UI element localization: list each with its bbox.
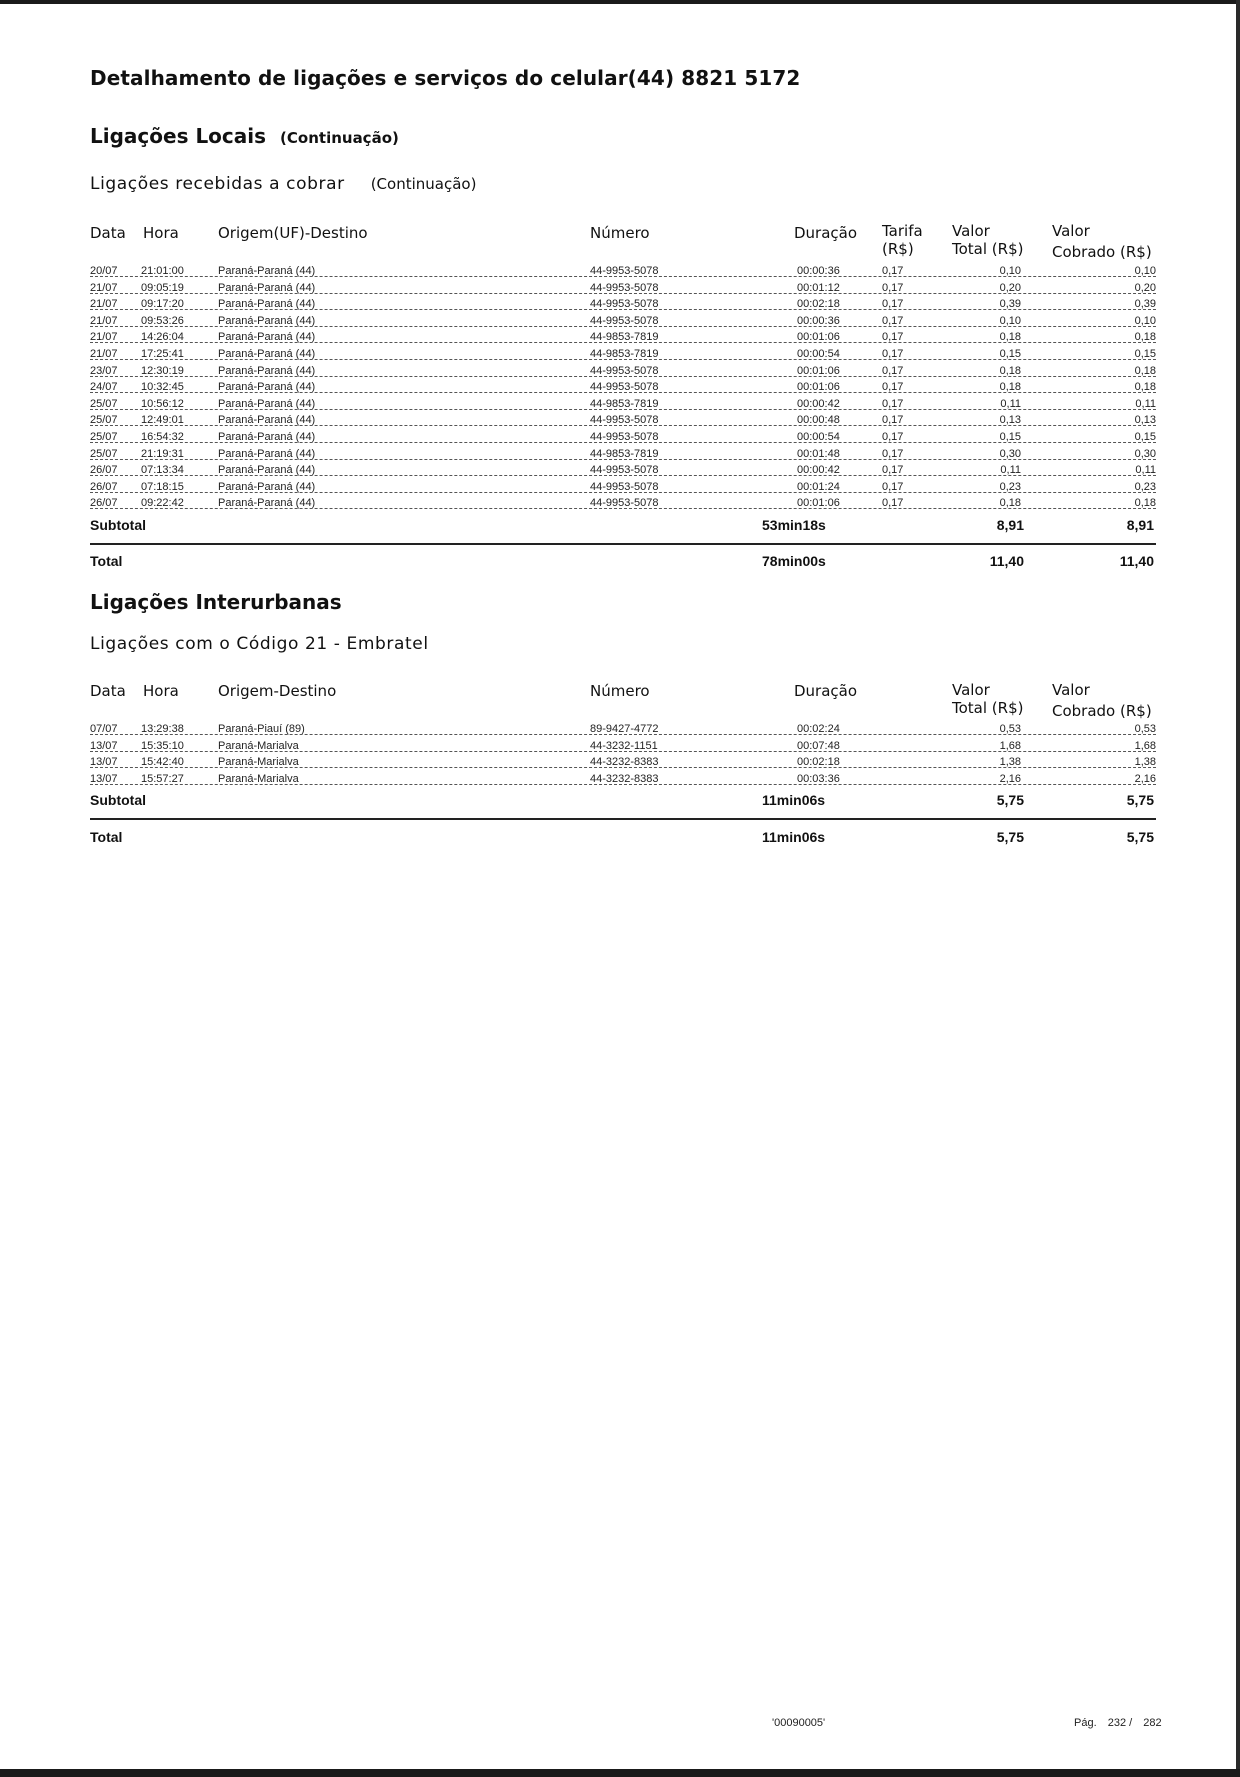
cell-total: 2,16 — [999, 772, 1021, 785]
cell-cobrado: 0,23 — [1134, 480, 1156, 493]
cell-origem: Paraná-Paraná (44) — [218, 364, 316, 377]
cell-cobrado: 0,18 — [1134, 497, 1156, 510]
cell-tarifa: 0,17 — [882, 314, 904, 327]
section-title-locais-text: Ligações Locais — [90, 124, 267, 148]
table-row — [90, 364, 1156, 381]
col-header-valor-cobrado-line2: Cobrado (R$) — [1052, 243, 1152, 261]
cell-total: 1,38 — [999, 756, 1021, 769]
col-header-numero: Número — [590, 682, 650, 700]
cell-origem: Paraná-Marialva — [218, 739, 299, 752]
inter-total-label: Total — [90, 829, 123, 845]
cell-origem: Paraná-Marialva — [218, 756, 299, 769]
cell-cobrado: 0,11 — [1135, 464, 1156, 477]
cell-numero: 44-3232-8383 — [590, 772, 659, 785]
cell-total: 0,13 — [999, 414, 1021, 427]
col-header-tarifa-line2: (R$) — [882, 240, 914, 258]
table-row — [90, 447, 1156, 464]
local-total-label: Total — [90, 553, 123, 569]
cell-total: 1,68 — [999, 739, 1021, 752]
cell-data: 26/07 — [90, 480, 118, 493]
cell-data: 25/07 — [90, 397, 118, 410]
table-row — [90, 772, 1156, 789]
table-row — [90, 413, 1156, 430]
cell-total: 0,23 — [999, 480, 1021, 493]
col-header-valor-total — [952, 681, 1023, 717]
cell-total: 0,11 — [1000, 464, 1021, 477]
cell-cobrado: 0,18 — [1134, 364, 1156, 377]
cell-cobrado: 0,18 — [1134, 381, 1156, 394]
local-total-total: 11,40 — [989, 553, 1024, 569]
document-code: '00090005' — [772, 1717, 826, 1729]
cell-hora: 13:29:38 — [141, 723, 184, 735]
local-calls-table — [90, 264, 1156, 513]
col-header-tarifa-line1: Tarifa — [882, 222, 923, 240]
cell-duracao: 00:03:36 — [797, 772, 840, 785]
cell-hora: 21:01:00 — [141, 265, 184, 277]
cell-origem: Paraná-Paraná (44) — [218, 381, 316, 394]
cell-duracao: 00:01:06 — [797, 331, 840, 344]
cell-duracao: 00:00:36 — [797, 265, 840, 277]
inter-subtotal-cobrado: 5,75 — [1126, 792, 1154, 808]
cell-hora: 10:32:45 — [141, 381, 184, 394]
cell-cobrado: 0,18 — [1134, 331, 1156, 344]
subsection-title-recebidas — [90, 174, 476, 194]
cell-duracao: 00:07:48 — [797, 739, 840, 752]
cell-duracao: 00:01:06 — [797, 497, 840, 510]
inter-subtotal-duracao: 11min06s — [762, 792, 826, 808]
cell-data: 25/07 — [90, 430, 118, 443]
cell-data: 07/07 — [90, 723, 118, 735]
cell-total: 0,11 — [1000, 397, 1021, 410]
table-row — [90, 480, 1156, 497]
col-header-valor-cobrado — [1052, 222, 1152, 261]
table-row — [90, 739, 1156, 756]
cell-hora: 09:17:20 — [141, 298, 184, 311]
local-subtotal-total: 8,91 — [996, 517, 1024, 533]
cell-duracao: 00:01:24 — [797, 480, 840, 493]
page-label: Pág. — [1074, 1717, 1097, 1729]
cell-tarifa: 0,17 — [882, 331, 904, 344]
cell-hora: 16:54:32 — [141, 430, 184, 443]
inter-subtotal-label: Subtotal — [90, 792, 146, 808]
cell-numero: 44-9953-5078 — [590, 381, 659, 394]
cell-hora: 12:49:01 — [141, 414, 184, 427]
page-total: 282 — [1143, 1717, 1162, 1729]
cell-numero: 44-9953-5078 — [590, 497, 659, 510]
local-subtotal-duracao: 53min18s — [762, 517, 826, 533]
document-title: Detalhamento de ligações e serviços do celular(44) 8821 5172 — [90, 66, 801, 90]
cell-data: 26/07 — [90, 497, 118, 510]
cell-duracao: 00:00:48 — [797, 414, 840, 427]
scan-top-edge — [0, 0, 1240, 4]
col-header-valor-total-line1: Valor — [952, 681, 990, 699]
cell-data: 13/07 — [90, 756, 118, 769]
col-header-valor-cobrado-line1: Valor — [1052, 681, 1090, 699]
table-row — [90, 430, 1156, 447]
cell-numero: 44-9953-5078 — [590, 314, 659, 327]
cell-hora: 09:22:42 — [141, 497, 184, 510]
page-number — [1074, 1717, 1162, 1729]
inter-total-divider — [90, 818, 1156, 820]
local-total-duracao: 78min00s — [762, 553, 826, 569]
cell-duracao: 00:01:12 — [797, 281, 840, 294]
col-header-valor-total-line2: Total (R$) — [952, 699, 1024, 717]
cell-total: 0,15 — [999, 347, 1021, 360]
cell-numero: 89-9427-4772 — [590, 723, 659, 735]
cell-data: 21/07 — [90, 347, 118, 360]
cell-data: 26/07 — [90, 464, 118, 477]
col-header-origem: Origem(UF)-Destino — [218, 224, 368, 242]
cell-origem: Paraná-Paraná (44) — [218, 414, 316, 427]
cell-data: 13/07 — [90, 739, 118, 752]
cell-origem: Paraná-Paraná (44) — [218, 480, 316, 493]
table-row — [90, 330, 1156, 347]
col-header-valor-cobrado-line1: Valor — [1052, 222, 1090, 240]
cell-origem: Paraná-Paraná (44) — [218, 298, 316, 311]
col-header-numero: Número — [590, 224, 650, 242]
table-row — [90, 297, 1156, 314]
local-subtotal-label: Subtotal — [90, 517, 146, 533]
cell-duracao: 00:01:48 — [797, 447, 840, 460]
cell-data: 23/07 — [90, 364, 118, 377]
cell-cobrado: 0,30 — [1134, 447, 1156, 460]
cell-hora: 09:05:19 — [141, 281, 184, 294]
cell-total: 0,20 — [999, 281, 1021, 294]
cell-data: 21/07 — [90, 298, 118, 311]
cell-data: 21/07 — [90, 331, 118, 344]
cell-numero: 44-9953-5078 — [590, 464, 659, 477]
local-total-divider — [90, 543, 1156, 545]
cell-hora: 09:53:26 — [141, 314, 184, 327]
cell-data: 25/07 — [90, 414, 118, 427]
subsection-continuation: (Continuação) — [370, 175, 477, 193]
table-row — [90, 496, 1156, 513]
cell-numero: 44-9853-7819 — [590, 331, 659, 344]
subsection-title-embratel: Ligações com o Código 21 - Embratel — [90, 634, 429, 654]
cell-duracao: 00:02:24 — [797, 723, 840, 735]
cell-hora: 15:57:27 — [141, 772, 184, 785]
cell-duracao: 00:02:18 — [797, 298, 840, 311]
cell-numero: 44-3232-1151 — [590, 739, 658, 752]
table-row — [90, 264, 1156, 281]
col-header-duracao: Duração — [794, 224, 858, 242]
table-row — [90, 380, 1156, 397]
cell-numero: 44-9953-5078 — [590, 281, 659, 294]
cell-cobrado: 1,68 — [1134, 739, 1156, 752]
cell-duracao: 00:02:18 — [797, 756, 840, 769]
col-header-data: Data — [90, 682, 126, 700]
cell-tarifa: 0,17 — [882, 347, 904, 360]
col-header-valor-total-line2: Total (R$) — [952, 240, 1024, 258]
cell-hora: 15:35:10 — [141, 739, 184, 752]
table-row — [90, 722, 1156, 739]
cell-numero: 44-9853-7819 — [590, 397, 659, 410]
cell-total: 0,53 — [999, 723, 1021, 735]
page-current: 232 / — [1107, 1717, 1133, 1729]
cell-tarifa: 0,17 — [882, 430, 904, 443]
cell-data: 21/07 — [90, 314, 118, 327]
cell-cobrado: 0,15 — [1134, 347, 1156, 360]
cell-cobrado: 2,16 — [1134, 772, 1156, 785]
cell-numero: 44-9853-7819 — [590, 447, 659, 460]
cell-total: 0,15 — [999, 430, 1021, 443]
cell-numero: 44-9853-7819 — [590, 347, 659, 360]
col-header-valor-total — [952, 222, 1023, 258]
col-header-hora: Hora — [143, 682, 179, 700]
col-header-valor-total-line1: Valor — [952, 222, 990, 240]
cell-data: 21/07 — [90, 281, 118, 294]
cell-hora: 12:30:19 — [141, 364, 184, 377]
col-header-valor-cobrado — [1052, 681, 1152, 720]
cell-origem: Paraná-Paraná (44) — [218, 430, 316, 443]
cell-numero: 44-9953-5078 — [590, 298, 659, 311]
cell-origem: Paraná-Paraná (44) — [218, 464, 316, 477]
table-row — [90, 755, 1156, 772]
table-row — [90, 281, 1156, 298]
inter-total-cobrado: 5,75 — [1126, 829, 1154, 845]
col-header-hora: Hora — [143, 224, 179, 242]
col-header-tarifa — [882, 222, 923, 258]
cell-tarifa: 0,17 — [882, 464, 904, 477]
interurbanas-calls-table — [90, 722, 1156, 788]
cell-tarifa: 0,17 — [882, 480, 904, 493]
table-row — [90, 463, 1156, 480]
cell-cobrado: 0,53 — [1134, 723, 1156, 735]
section-continuation: (Continuação) — [280, 129, 399, 147]
cell-origem: Paraná-Paraná (44) — [218, 281, 316, 294]
local-total-cobrado: 11,40 — [1119, 553, 1154, 569]
cell-hora: 10:56:12 — [141, 397, 184, 410]
cell-tarifa: 0,17 — [882, 397, 904, 410]
cell-cobrado: 0,10 — [1134, 265, 1156, 277]
inter-total-total: 5,75 — [996, 829, 1024, 845]
cell-duracao: 00:00:42 — [797, 397, 840, 410]
cell-duracao: 00:00:54 — [797, 347, 840, 360]
cell-total: 0,39 — [999, 298, 1021, 311]
cell-total: 0,18 — [999, 364, 1021, 377]
cell-cobrado: 0,20 — [1134, 281, 1156, 294]
table-row — [90, 397, 1156, 414]
cell-cobrado: 0,39 — [1134, 298, 1156, 311]
cell-tarifa: 0,17 — [882, 281, 904, 294]
cell-tarifa: 0,17 — [882, 298, 904, 311]
cell-total: 0,10 — [999, 314, 1021, 327]
cell-duracao: 00:00:54 — [797, 430, 840, 443]
cell-origem: Paraná-Paraná (44) — [218, 497, 316, 510]
cell-data: 13/07 — [90, 772, 118, 785]
cell-numero: 44-9953-5078 — [590, 265, 659, 277]
cell-origem: Paraná-Piauí (89) — [218, 723, 305, 735]
cell-tarifa: 0,17 — [882, 265, 904, 277]
section-title-locais — [90, 124, 399, 148]
cell-origem: Paraná-Paraná (44) — [218, 265, 316, 277]
cell-hora: 14:26:04 — [141, 331, 184, 344]
cell-cobrado: 0,15 — [1134, 430, 1156, 443]
table-row — [90, 347, 1156, 364]
cell-duracao: 00:00:42 — [797, 464, 840, 477]
cell-hora: 07:13:34 — [141, 464, 184, 477]
col-header-valor-cobrado-line2: Cobrado (R$) — [1052, 702, 1152, 720]
table-row — [90, 314, 1156, 331]
cell-numero: 44-9953-5078 — [590, 430, 659, 443]
cell-origem: Paraná-Paraná (44) — [218, 331, 316, 344]
cell-origem: Paraná-Paraná (44) — [218, 397, 316, 410]
cell-data: 25/07 — [90, 447, 118, 460]
cell-duracao: 00:00:36 — [797, 314, 840, 327]
cell-tarifa: 0,17 — [882, 381, 904, 394]
cell-hora: 07:18:15 — [141, 480, 184, 493]
cell-total: 0,18 — [999, 497, 1021, 510]
cell-data: 20/07 — [90, 265, 118, 277]
scan-bottom-edge — [0, 1769, 1240, 1777]
col-header-origem: Origem-Destino — [218, 682, 337, 700]
cell-numero: 44-9953-5078 — [590, 480, 659, 493]
cell-duracao: 00:01:06 — [797, 364, 840, 377]
cell-tarifa: 0,17 — [882, 364, 904, 377]
local-subtotal-cobrado: 8,91 — [1126, 517, 1154, 533]
scan-right-edge — [1236, 0, 1240, 1777]
cell-duracao: 00:01:06 — [797, 381, 840, 394]
cell-cobrado: 0,10 — [1134, 314, 1156, 327]
cell-origem: Paraná-Paraná (44) — [218, 347, 316, 360]
cell-data: 24/07 — [90, 381, 118, 394]
cell-tarifa: 0,17 — [882, 414, 904, 427]
col-header-duracao: Duração — [794, 682, 858, 700]
cell-tarifa: 0,17 — [882, 497, 904, 510]
col-header-data: Data — [90, 224, 126, 242]
cell-origem: Paraná-Paraná (44) — [218, 447, 316, 460]
cell-numero: 44-9953-5078 — [590, 364, 659, 377]
cell-hora: 15:42:40 — [141, 756, 184, 769]
cell-cobrado: 1,38 — [1134, 756, 1156, 769]
cell-total: 0,30 — [999, 447, 1021, 460]
inter-total-duracao: 11min06s — [762, 829, 826, 845]
cell-total: 0,18 — [999, 381, 1021, 394]
cell-numero: 44-9953-5078 — [590, 414, 659, 427]
subsection-title-recebidas-text: Ligações recebidas a cobrar — [90, 174, 345, 194]
cell-tarifa: 0,17 — [882, 447, 904, 460]
inter-subtotal-total: 5,75 — [996, 792, 1024, 808]
cell-hora: 17:25:41 — [141, 347, 184, 360]
cell-cobrado: 0,13 — [1134, 414, 1156, 427]
cell-total: 0,10 — [999, 265, 1021, 277]
cell-total: 0,18 — [999, 331, 1021, 344]
section-title-interurbanas: Ligações Interurbanas — [90, 590, 342, 614]
cell-origem: Paraná-Paraná (44) — [218, 314, 316, 327]
cell-numero: 44-3232-8383 — [590, 756, 659, 769]
cell-cobrado: 0,11 — [1135, 397, 1156, 410]
cell-origem: Paraná-Marialva — [218, 772, 299, 785]
cell-hora: 21:19:31 — [141, 447, 184, 460]
